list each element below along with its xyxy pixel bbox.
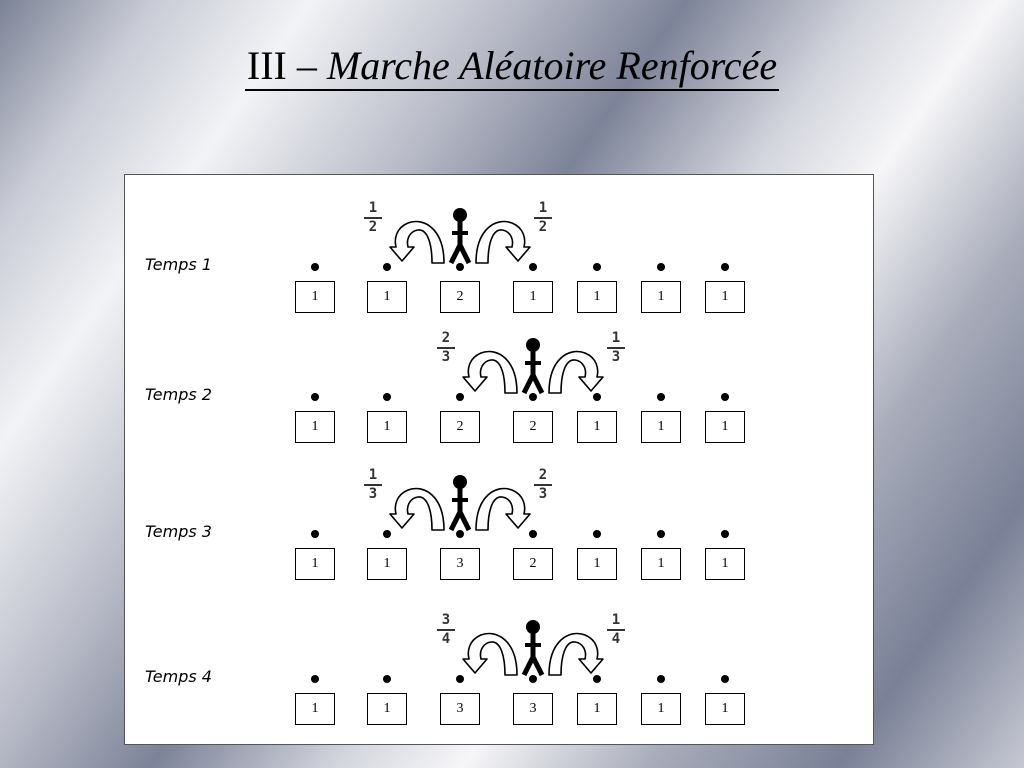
site-weight-box: 1 <box>705 281 745 313</box>
fraction-numerator: 3 <box>441 612 451 628</box>
fraction-denominator: 3 <box>538 486 548 502</box>
diagram-panel <box>124 174 874 745</box>
fraction-numerator: 1 <box>538 200 548 216</box>
site-weight-box: 3 <box>513 693 553 725</box>
site-weight-box: 1 <box>705 548 745 580</box>
title-subtitle: Marche Aléatoire Renforcée <box>326 43 778 88</box>
site-weight-box: 1 <box>367 281 407 313</box>
fraction-numerator: 2 <box>441 330 451 346</box>
title-underline <box>245 43 779 91</box>
fraction-denominator: 3 <box>441 349 451 365</box>
left-curved-arrow-icon <box>459 343 521 395</box>
walker-figure-icon <box>519 337 547 397</box>
site-weight-box: 1 <box>367 693 407 725</box>
title-main: III – <box>246 43 327 88</box>
left-probability <box>364 201 382 235</box>
site-weight-box: 1 <box>295 693 335 725</box>
site-weight-box: 2 <box>513 411 553 443</box>
site-dot <box>311 393 319 401</box>
site-weight-box: 3 <box>440 693 480 725</box>
site-weight-box: 1 <box>367 548 407 580</box>
left-probability <box>437 613 455 647</box>
right-curved-arrow-icon <box>545 625 607 677</box>
site-weight-box: 1 <box>513 281 553 313</box>
site-dot <box>657 675 665 683</box>
right-probability <box>534 201 552 235</box>
time-label: Temps 1 <box>145 255 212 274</box>
fraction-numerator: 1 <box>368 467 378 483</box>
site-weight-box: 1 <box>577 411 617 443</box>
left-curved-arrow-icon <box>386 213 448 265</box>
walker-figure-icon <box>519 619 547 679</box>
site-weight-box: 1 <box>641 281 681 313</box>
left-curved-arrow-icon <box>386 480 448 532</box>
site-dot <box>311 530 319 538</box>
fraction-numerator: 1 <box>611 330 621 346</box>
fraction-denominator: 2 <box>538 219 548 235</box>
site-weight-box: 1 <box>641 548 681 580</box>
site-weight-box: 1 <box>577 281 617 313</box>
right-curved-arrow-icon <box>545 343 607 395</box>
site-weight-box: 1 <box>295 281 335 313</box>
site-dot <box>721 530 729 538</box>
site-weight-box: 1 <box>705 411 745 443</box>
site-dot <box>593 263 601 271</box>
right-curved-arrow-icon <box>472 480 534 532</box>
fraction-denominator: 3 <box>611 349 621 365</box>
time-row <box>125 605 873 755</box>
fraction-numerator: 2 <box>538 467 548 483</box>
site-weight-box: 2 <box>440 411 480 443</box>
site-weight-box: 3 <box>440 548 480 580</box>
right-probability <box>607 331 625 365</box>
site-dot <box>311 263 319 271</box>
time-row <box>125 460 873 610</box>
walker-figure-icon <box>446 207 474 267</box>
time-label: Temps 2 <box>145 385 212 404</box>
right-curved-arrow-icon <box>472 213 534 265</box>
time-label: Temps 3 <box>145 522 212 541</box>
left-probability <box>437 331 455 365</box>
fraction-denominator: 2 <box>368 219 378 235</box>
site-weight-box: 2 <box>440 281 480 313</box>
site-dot <box>721 393 729 401</box>
site-weight-box: 1 <box>295 411 335 443</box>
walker-figure-icon <box>446 474 474 534</box>
site-dot <box>383 393 391 401</box>
site-dot <box>657 530 665 538</box>
site-weight-box: 1 <box>705 693 745 725</box>
site-dot <box>383 675 391 683</box>
site-dot <box>593 530 601 538</box>
right-probability <box>607 613 625 647</box>
right-probability <box>534 468 552 502</box>
site-dot <box>657 263 665 271</box>
site-weight-box: 1 <box>367 411 407 443</box>
left-curved-arrow-icon <box>459 625 521 677</box>
site-weight-box: 1 <box>641 693 681 725</box>
time-row <box>125 193 873 343</box>
site-weight-box: 2 <box>513 548 553 580</box>
site-dot <box>657 393 665 401</box>
site-weight-box: 1 <box>577 548 617 580</box>
fraction-denominator: 3 <box>368 486 378 502</box>
fraction-denominator: 4 <box>611 631 621 647</box>
time-label: Temps 4 <box>145 667 212 686</box>
fraction-numerator: 1 <box>368 200 378 216</box>
site-weight-box: 1 <box>577 693 617 725</box>
time-row <box>125 323 873 473</box>
fraction-numerator: 1 <box>611 612 621 628</box>
slide-title <box>0 42 1024 91</box>
site-dot <box>311 675 319 683</box>
fraction-denominator: 4 <box>441 631 451 647</box>
site-dot <box>721 675 729 683</box>
left-probability <box>364 468 382 502</box>
site-weight-box: 1 <box>295 548 335 580</box>
site-weight-box: 1 <box>641 411 681 443</box>
site-dot <box>721 263 729 271</box>
